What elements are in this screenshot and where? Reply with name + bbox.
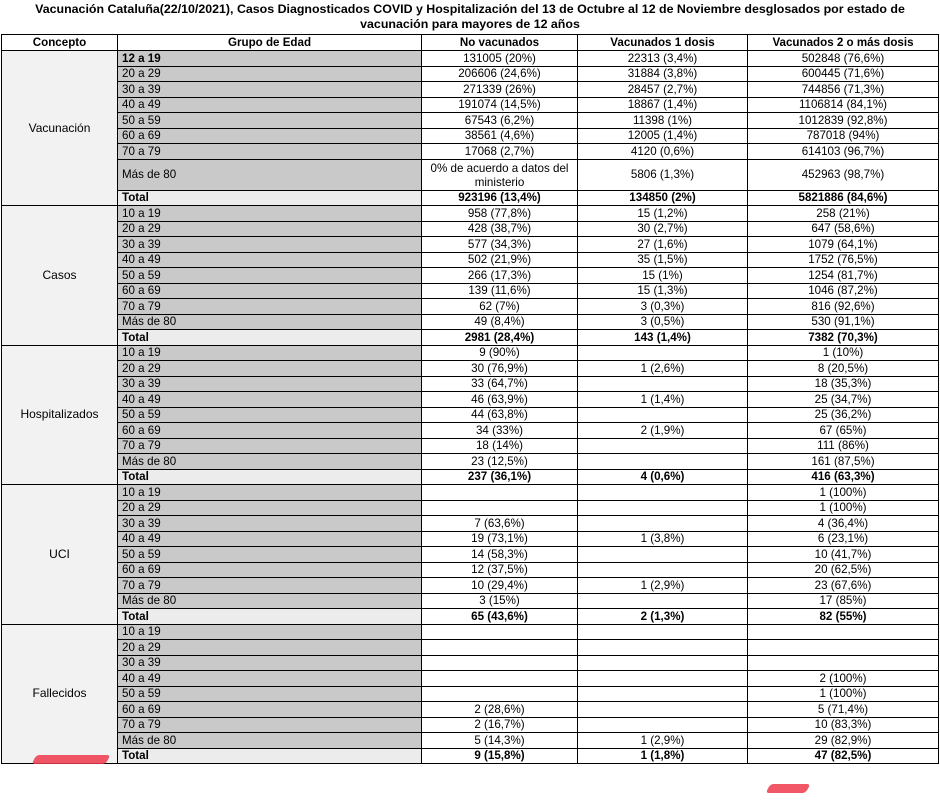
total-no-vacunados-cell: 65 (43,6%) [422, 609, 578, 625]
no-vacunados-cell: 502 (21,9%) [422, 252, 578, 268]
grupo-edad-cell: Más de 80 [118, 159, 422, 190]
table-row [2, 206, 939, 222]
vacunados-2-dosis-cell: 20 (62,5%) [748, 562, 939, 578]
vacunados-2-dosis-cell: 17 (85%) [748, 593, 939, 609]
table-row [2, 531, 939, 547]
no-vacunados-cell: 33 (64,7%) [422, 376, 578, 392]
vacunados-1-dosis-cell: 4120 (0,6%) [578, 144, 748, 160]
total-vacunados-2-dosis-cell: 82 (55%) [748, 609, 939, 625]
concept-cell: Vacunación [2, 51, 118, 206]
vacunados-1-dosis-cell [578, 516, 748, 532]
vacunados-1-dosis-cell [578, 500, 748, 516]
vacunados-1-dosis-cell: 12005 (1,4%) [578, 128, 748, 144]
vacunados-2-dosis-cell: 1752 (76,5%) [748, 252, 939, 268]
grupo-edad-cell: Más de 80 [118, 593, 422, 609]
no-vacunados-cell [422, 686, 578, 702]
grupo-edad-cell: 70 a 79 [118, 717, 422, 733]
grupo-edad-cell: 30 a 39 [118, 655, 422, 671]
grupo-edad-cell: 60 a 69 [118, 702, 422, 718]
grupo-edad-cell: 40 a 49 [118, 671, 422, 687]
no-vacunados-cell: 19 (73,1%) [422, 531, 578, 547]
table-row [2, 252, 939, 268]
table-row [2, 516, 939, 532]
vacunados-1-dosis-cell: 35 (1,5%) [578, 252, 748, 268]
no-vacunados-cell: 206606 (24,6%) [422, 66, 578, 82]
no-vacunados-cell: 577 (34,3%) [422, 237, 578, 253]
red-highlight-mark-left [32, 755, 111, 764]
vacunados-1-dosis-cell [578, 438, 748, 454]
vacunados-1-dosis-cell: 28457 (2,7%) [578, 82, 748, 98]
no-vacunados-cell [422, 624, 578, 640]
vacunados-2-dosis-cell: 258 (21%) [748, 206, 939, 222]
no-vacunados-cell: 14 (58,3%) [422, 547, 578, 563]
grupo-edad-cell: 40 a 49 [118, 392, 422, 408]
total-vacunados-1-dosis-cell: 2 (1,3%) [578, 609, 748, 625]
no-vacunados-cell: 23 (12,5%) [422, 454, 578, 470]
total-row [2, 609, 939, 625]
vacunados-2-dosis-cell: 4 (36,4%) [748, 516, 939, 532]
no-vacunados-cell: 266 (17,3%) [422, 268, 578, 284]
vacunados-1-dosis-cell [578, 624, 748, 640]
no-vacunados-cell: 3 (15%) [422, 593, 578, 609]
grupo-edad-cell: 50 a 59 [118, 407, 422, 423]
total-vacunados-1-dosis-cell: 1 (1,8%) [578, 748, 748, 764]
grupo-edad-cell: 50 a 59 [118, 113, 422, 129]
header-no-vacunados: No vacunados [422, 35, 578, 51]
grupo-edad-cell: 30 a 39 [118, 516, 422, 532]
page-title: Vacunación Cataluña(22/10/2021), Casos Diagnosticados COVID y Hospitalización del 13 de Octubre al 12 de Noviembre desglosados por estado de vacunación para mayores de 12 años [35, 2, 905, 31]
vacunados-1-dosis-cell [578, 485, 748, 501]
no-vacunados-cell [422, 640, 578, 656]
vacunados-2-dosis-cell: 111 (86%) [748, 438, 939, 454]
total-grupo-edad-cell: Total [118, 190, 422, 206]
vacunados-1-dosis-cell: 18867 (1,4%) [578, 97, 748, 113]
table-row [2, 454, 939, 470]
no-vacunados-cell [422, 655, 578, 671]
total-vacunados-2-dosis-cell: 7382 (70,3%) [748, 330, 939, 346]
vacunados-1-dosis-cell [578, 407, 748, 423]
grupo-edad-cell: 10 a 19 [118, 206, 422, 222]
total-grupo-edad-cell: Total [118, 609, 422, 625]
grupo-edad-cell: 60 a 69 [118, 128, 422, 144]
vacunados-2-dosis-cell: 614103 (96,7%) [748, 144, 939, 160]
table-row [2, 392, 939, 408]
vacunados-2-dosis-cell: 1 (100%) [748, 686, 939, 702]
total-no-vacunados-cell: 2981 (28,4%) [422, 330, 578, 346]
table-row [2, 671, 939, 687]
vacunados-2-dosis-cell: 10 (41,7%) [748, 547, 939, 563]
table-row [2, 237, 939, 253]
table-row [2, 66, 939, 82]
grupo-edad-cell: Más de 80 [118, 314, 422, 330]
grupo-edad-cell: 50 a 59 [118, 686, 422, 702]
vacunados-2-dosis-cell: 1106814 (84,1%) [748, 97, 939, 113]
no-vacunados-cell: 9 (90%) [422, 345, 578, 361]
grupo-edad-cell: 10 a 19 [118, 345, 422, 361]
total-row [2, 330, 939, 346]
vacunados-1-dosis-cell: 1 (1,4%) [578, 392, 748, 408]
table-row [2, 702, 939, 718]
grupo-edad-cell: 50 a 59 [118, 268, 422, 284]
table-row [2, 144, 939, 160]
grupo-edad-cell: 10 a 19 [118, 624, 422, 640]
vacunados-1-dosis-cell [578, 376, 748, 392]
table-row [2, 547, 939, 563]
vacunados-2-dosis-cell: 25 (34,7%) [748, 392, 939, 408]
vacunados-1-dosis-cell: 1 (2,6%) [578, 361, 748, 377]
grupo-edad-cell: 70 a 79 [118, 144, 422, 160]
table-row [2, 51, 939, 67]
concept-cell: Fallecidos [2, 624, 118, 764]
vacunados-1-dosis-cell [578, 717, 748, 733]
vacunados-1-dosis-cell [578, 454, 748, 470]
table-row [2, 283, 939, 299]
no-vacunados-cell: 62 (7%) [422, 299, 578, 315]
table-row [2, 717, 939, 733]
vacunados-2-dosis-cell: 10 (83,3%) [748, 717, 939, 733]
vacunados-2-dosis-cell: 600445 (71,6%) [748, 66, 939, 82]
grupo-edad-cell: 60 a 69 [118, 562, 422, 578]
vacunados-1-dosis-cell: 15 (1,2%) [578, 206, 748, 222]
grupo-edad-cell: 20 a 29 [118, 640, 422, 656]
total-no-vacunados-cell: 923196 (13,4%) [422, 190, 578, 206]
table-row [2, 113, 939, 129]
table-row [2, 407, 939, 423]
vacunados-2-dosis-cell: 530 (91,1%) [748, 314, 939, 330]
vacunados-2-dosis-cell: 5 (71,4%) [748, 702, 939, 718]
no-vacunados-cell: 271339 (26%) [422, 82, 578, 98]
vacunados-1-dosis-cell [578, 671, 748, 687]
no-vacunados-cell: 2 (28,6%) [422, 702, 578, 718]
grupo-edad-cell: 70 a 79 [118, 299, 422, 315]
vacunados-2-dosis-cell [748, 640, 939, 656]
vacunados-1-dosis-cell: 1 (2,9%) [578, 578, 748, 594]
grupo-edad-cell: 40 a 49 [118, 252, 422, 268]
no-vacunados-cell: 38561 (4,6%) [422, 128, 578, 144]
vacunados-1-dosis-cell: 11398 (1%) [578, 113, 748, 129]
vacunados-2-dosis-cell: 23 (67,6%) [748, 578, 939, 594]
total-vacunados-2-dosis-cell: 5821886 (84,6%) [748, 190, 939, 206]
grupo-edad-cell: 40 a 49 [118, 97, 422, 113]
grupo-edad-cell: 12 a 19 [118, 51, 422, 67]
vacunados-2-dosis-cell: 6 (23,1%) [748, 531, 939, 547]
table-row [2, 314, 939, 330]
vacunados-2-dosis-cell: 8 (20,5%) [748, 361, 939, 377]
total-vacunados-1-dosis-cell: 143 (1,4%) [578, 330, 748, 346]
concept-cell: Casos [2, 206, 118, 346]
vacunados-1-dosis-cell [578, 686, 748, 702]
table-row [2, 376, 939, 392]
vacunados-2-dosis-cell: 1 (100%) [748, 485, 939, 501]
total-vacunados-2-dosis-cell: 47 (82,5%) [748, 748, 939, 764]
vacunados-1-dosis-cell: 3 (0,5%) [578, 314, 748, 330]
vacunados-1-dosis-cell: 15 (1%) [578, 268, 748, 284]
no-vacunados-cell: 34 (33%) [422, 423, 578, 439]
table-row [2, 299, 939, 315]
vacunados-2-dosis-cell: 161 (87,5%) [748, 454, 939, 470]
table-row [2, 97, 939, 113]
vacunados-1-dosis-cell [578, 562, 748, 578]
vacunados-2-dosis-cell: 816 (92,6%) [748, 299, 939, 315]
vacunados-1-dosis-cell [578, 345, 748, 361]
no-vacunados-cell: 46 (63,9%) [422, 392, 578, 408]
total-vacunados-1-dosis-cell: 134850 (2%) [578, 190, 748, 206]
vacunados-2-dosis-cell: 1 (100%) [748, 500, 939, 516]
grupo-edad-cell: 30 a 39 [118, 237, 422, 253]
vacunados-1-dosis-cell: 5806 (1,3%) [578, 159, 748, 190]
vacunados-1-dosis-cell: 1 (3,8%) [578, 531, 748, 547]
no-vacunados-cell [422, 485, 578, 501]
grupo-edad-cell: 30 a 39 [118, 82, 422, 98]
vacunados-2-dosis-cell: 502848 (76,6%) [748, 51, 939, 67]
table-row [2, 640, 939, 656]
no-vacunados-cell: 0% de acuerdo a datos del ministerio [422, 159, 578, 190]
no-vacunados-cell: 428 (38,7%) [422, 221, 578, 237]
vacunados-1-dosis-cell [578, 547, 748, 563]
table-row [2, 82, 939, 98]
no-vacunados-cell: 7 (63,6%) [422, 516, 578, 532]
grupo-edad-cell: 60 a 69 [118, 283, 422, 299]
vacunados-1-dosis-cell [578, 655, 748, 671]
vacunados-2-dosis-cell: 2 (100%) [748, 671, 939, 687]
table-row [2, 733, 939, 749]
grupo-edad-cell: 20 a 29 [118, 221, 422, 237]
no-vacunados-cell: 131005 (20%) [422, 51, 578, 67]
total-grupo-edad-cell: Total [118, 469, 422, 485]
no-vacunados-cell: 67543 (6,2%) [422, 113, 578, 129]
table-row [2, 268, 939, 284]
no-vacunados-cell: 10 (29,4%) [422, 578, 578, 594]
table-row [2, 593, 939, 609]
table-row [2, 361, 939, 377]
vacunados-1-dosis-cell: 30 (2,7%) [578, 221, 748, 237]
vacunados-1-dosis-cell [578, 702, 748, 718]
vaccination-table [1, 34, 939, 764]
grupo-edad-cell: 50 a 59 [118, 547, 422, 563]
no-vacunados-cell [422, 671, 578, 687]
grupo-edad-cell: Más de 80 [118, 733, 422, 749]
header-row [2, 35, 939, 51]
no-vacunados-cell: 139 (11,6%) [422, 283, 578, 299]
vacunados-2-dosis-cell: 647 (58,6%) [748, 221, 939, 237]
grupo-edad-cell: 10 a 19 [118, 485, 422, 501]
grupo-edad-cell: Más de 80 [118, 454, 422, 470]
no-vacunados-cell: 17068 (2,7%) [422, 144, 578, 160]
vacunados-1-dosis-cell: 1 (2,9%) [578, 733, 748, 749]
grupo-edad-cell: 20 a 29 [118, 500, 422, 516]
table-row [2, 686, 939, 702]
no-vacunados-cell: 49 (8,4%) [422, 314, 578, 330]
table-row [2, 438, 939, 454]
vacunados-1-dosis-cell: 27 (1,6%) [578, 237, 748, 253]
table-row [2, 655, 939, 671]
table-row [2, 500, 939, 516]
vacunados-1-dosis-cell: 31884 (3,8%) [578, 66, 748, 82]
grupo-edad-cell: 70 a 79 [118, 438, 422, 454]
vacunados-2-dosis-cell [748, 655, 939, 671]
vacunados-2-dosis-cell: 25 (36,2%) [748, 407, 939, 423]
table-row [2, 485, 939, 501]
vacunados-1-dosis-cell [578, 640, 748, 656]
grupo-edad-cell: 20 a 29 [118, 66, 422, 82]
total-grupo-edad-cell: Total [118, 748, 422, 764]
no-vacunados-cell: 18 (14%) [422, 438, 578, 454]
vacunados-2-dosis-cell: 1 (10%) [748, 345, 939, 361]
total-no-vacunados-cell: 237 (36,1%) [422, 469, 578, 485]
vacunados-2-dosis-cell: 67 (65%) [748, 423, 939, 439]
no-vacunados-cell: 191074 (14,5%) [422, 97, 578, 113]
vacunados-1-dosis-cell [578, 593, 748, 609]
no-vacunados-cell [422, 500, 578, 516]
vacunados-2-dosis-cell: 1079 (64,1%) [748, 237, 939, 253]
grupo-edad-cell: 70 a 79 [118, 578, 422, 594]
table-row [2, 221, 939, 237]
concept-cell: UCI [2, 485, 118, 625]
vacunados-2-dosis-cell: 1012839 (92,8%) [748, 113, 939, 129]
no-vacunados-cell: 2 (16,7%) [422, 717, 578, 733]
header-vacunados-1-dosis: Vacunados 1 dosis [578, 35, 748, 51]
table-row [2, 624, 939, 640]
vacunados-2-dosis-cell: 1046 (87,2%) [748, 283, 939, 299]
table-row [2, 128, 939, 144]
header-concepto: Concepto [2, 35, 118, 51]
vacunados-1-dosis-cell: 22313 (3,4%) [578, 51, 748, 67]
no-vacunados-cell: 30 (76,9%) [422, 361, 578, 377]
grupo-edad-cell: 60 a 69 [118, 423, 422, 439]
vacunados-2-dosis-cell [748, 624, 939, 640]
grupo-edad-cell: 30 a 39 [118, 376, 422, 392]
no-vacunados-cell: 958 (77,8%) [422, 206, 578, 222]
vacunados-2-dosis-cell: 18 (35,3%) [748, 376, 939, 392]
vacunados-2-dosis-cell: 744856 (71,3%) [748, 82, 939, 98]
table-row [2, 423, 939, 439]
no-vacunados-cell: 12 (37,5%) [422, 562, 578, 578]
total-row [2, 469, 939, 485]
total-row [2, 748, 939, 764]
vacunados-1-dosis-cell: 3 (0,3%) [578, 299, 748, 315]
total-no-vacunados-cell: 9 (15,8%) [422, 748, 578, 764]
header-vacunados-2-dosis: Vacunados 2 o más dosis [748, 35, 939, 51]
total-vacunados-1-dosis-cell: 4 (0,6%) [578, 469, 748, 485]
vacunados-2-dosis-cell: 29 (82,9%) [748, 733, 939, 749]
no-vacunados-cell: 44 (63,8%) [422, 407, 578, 423]
vacunados-2-dosis-cell: 787018 (94%) [748, 128, 939, 144]
vacunados-1-dosis-cell: 15 (1,3%) [578, 283, 748, 299]
table-row [2, 578, 939, 594]
concept-cell: Hospitalizados [2, 345, 118, 485]
grupo-edad-cell: 20 a 29 [118, 361, 422, 377]
grupo-edad-cell: 40 a 49 [118, 531, 422, 547]
red-highlight-mark-total [766, 784, 811, 793]
vacunados-2-dosis-cell: 1254 (81,7%) [748, 268, 939, 284]
total-grupo-edad-cell: Total [118, 330, 422, 346]
no-vacunados-cell: 5 (14,3%) [422, 733, 578, 749]
vacunados-1-dosis-cell: 2 (1,9%) [578, 423, 748, 439]
table-row [2, 345, 939, 361]
total-row [2, 190, 939, 206]
table-row [2, 562, 939, 578]
header-grupo-edad: Grupo de Edad [118, 35, 422, 51]
total-vacunados-2-dosis-cell: 416 (63,3%) [748, 469, 939, 485]
table-row [2, 159, 939, 190]
vacunados-2-dosis-cell: 452963 (98,7%) [748, 159, 939, 190]
